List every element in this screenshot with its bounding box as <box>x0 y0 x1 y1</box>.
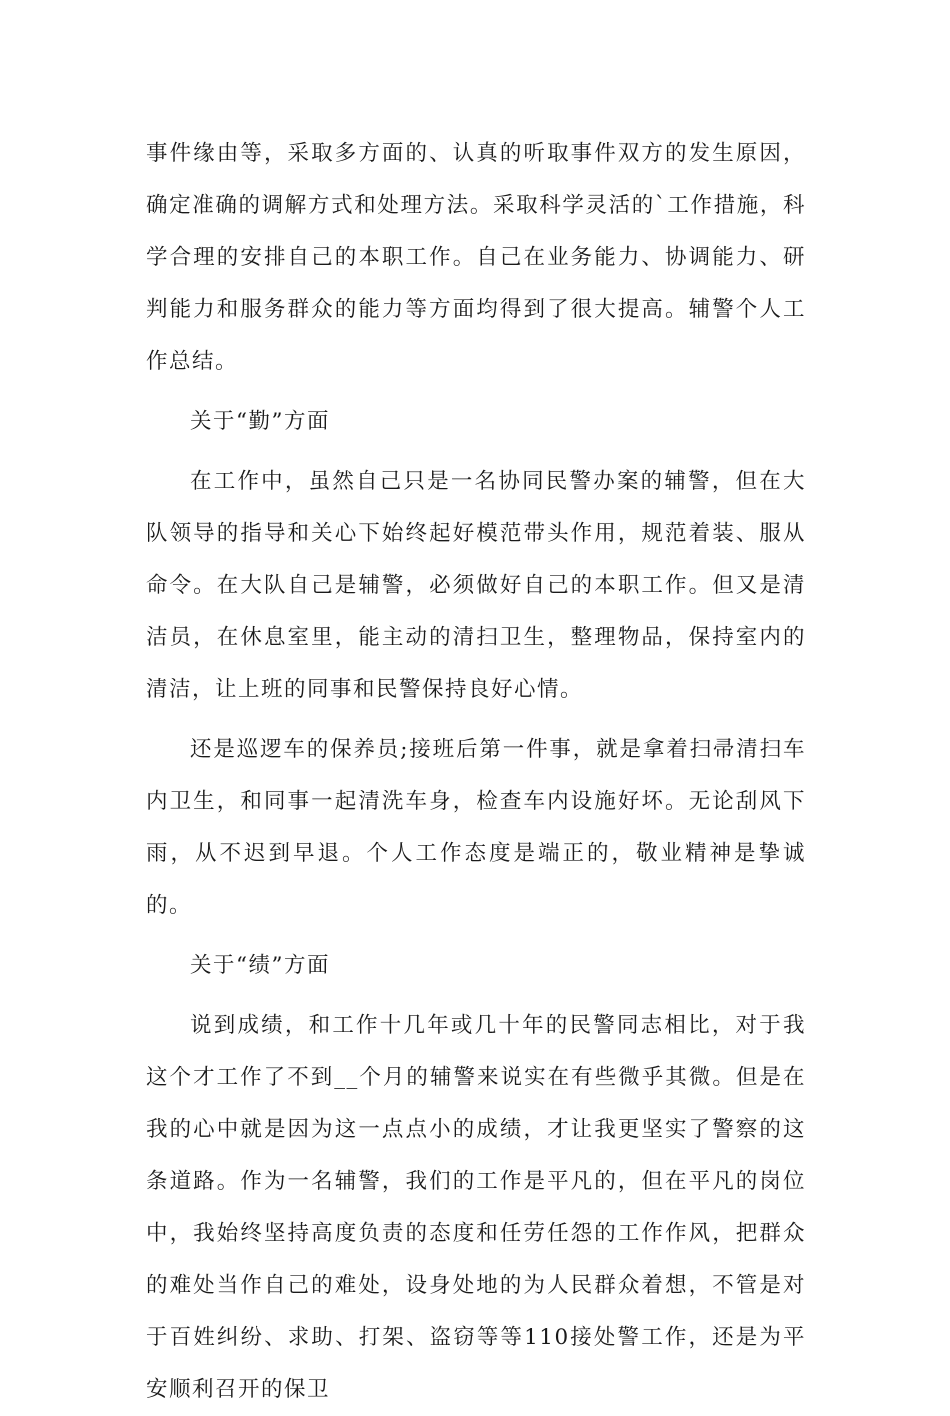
section-heading-diligence: 关于“勤”方面 <box>190 409 330 434</box>
paragraph-achievements: 说到成绩，和工作十几年或几十年的民警同志相比，对于我这个才工作了不到__个月的辅警来说实在有些微乎其微。但是在我的心中就是因为这一点点小的成绩，才让我更坚实了警察的这条道路。作为一名辅警，我们的工作是平凡的，但在平凡的岗位中，我始终坚持高度负责的态度和任劳任怨的工作作风，把群众的难处当作自己的难处，设身处地的为人民群众着想，不管是对于百姓纠纷、求助、打架、盗窃等等110接处警工作，还是为平安顺利召开的保卫 <box>146 1013 806 1402</box>
paragraph-gap <box>146 448 806 456</box>
paragraph-gap <box>146 932 806 940</box>
paragraph-patrol-car: 还是巡逻车的保养员;接班后第一件事，就是拿着扫帚清扫车内卫生，和同事一起清洗车身，检查车内设施好坏。无论刮风下雨，从不迟到早退。个人工作态度是端正的，敬业精神是挚诚的。 <box>146 737 806 918</box>
paragraph-work-attitude: 在工作中，虽然自己只是一名协同民警办案的辅警，但在大队领导的指导和关心下始终起好模范带头作用，规范着装、服从命令。在大队自己是辅警，必须做好自己的本职工作。但又是清洁员，在休息室里，能主动的清扫卫生，整理物品，保持室内的清洁，让上班的同事和民警保持良好心情。 <box>146 469 806 702</box>
paragraph-continuation: 事件缘由等，采取多方面的、认真的听取事件双方的发生原因，确定准确的调解方式和处理方法。采取科学灵活的`工作措施，科学合理的安排自己的本职工作。自己在业务能力、协调能力、研判能力和服务群众的能力等方面均得到了很大提高。辅警个人工作总结。 <box>146 141 806 374</box>
paragraph-gap <box>146 388 806 396</box>
section-heading-achievement: 关于“绩”方面 <box>190 953 330 978</box>
paragraph-gap <box>146 992 806 1000</box>
document-body <box>146 128 806 1416</box>
paragraph-gap <box>146 716 806 724</box>
